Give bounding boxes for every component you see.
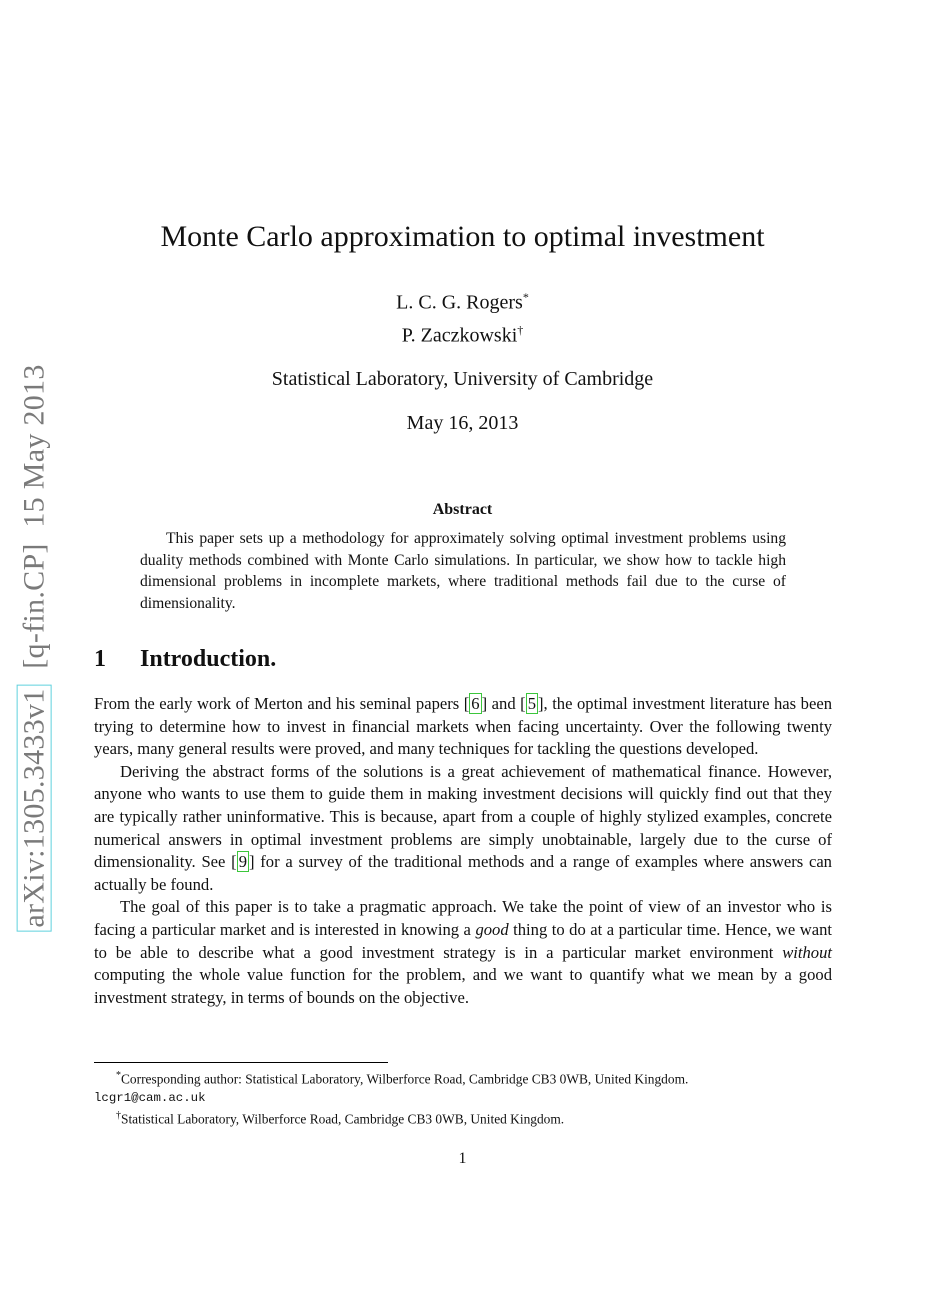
- page-number: 1: [458, 1150, 467, 1167]
- section-title: Introduction.: [140, 646, 277, 672]
- paragraph-text: The goal of this paper is to take a pragmatic approach. We take the point of view of an investor who is facing a particular market and is interested in knowing a: [94, 897, 832, 939]
- footnote-email[interactable]: lcgr1@cam.ac.uk: [94, 1091, 206, 1106]
- footnote-rule: [94, 1062, 388, 1063]
- footnote-1-mark: *: [116, 1070, 121, 1081]
- footnote-2-text: Statistical Laboratory, Wilberforce Road, Cambridge CB3 0WB, United Kingdom.: [121, 1111, 565, 1127]
- paragraph-text: for a survey of the traditional methods and a range of examples where answers can actually be found.: [94, 852, 832, 894]
- author-1-name: L. C. G. Rogers: [396, 291, 523, 314]
- emphasis-text: good: [475, 919, 509, 939]
- footnote-2: [94, 1107, 834, 1128]
- footnote-1: [94, 1067, 834, 1088]
- paragraph-text: computing the whole value function for the problem, and we want to quantify what we mean by a good investment strategy, in terms of bounds on the objective.: [94, 965, 832, 1007]
- author-2: [0, 317, 925, 350]
- citation-link[interactable]: 9: [238, 852, 247, 872]
- section-number: 1: [94, 646, 106, 672]
- citation-bracket[interactable]: [ 6 ]: [463, 694, 488, 713]
- arxiv-category: [q-fin.CP]: [18, 542, 52, 669]
- paper-date: May 16, 2013: [406, 412, 519, 434]
- citation-link[interactable]: 6: [471, 694, 480, 713]
- citation-link[interactable]: 5: [527, 694, 536, 713]
- section-heading: [94, 646, 276, 673]
- author-1-footnote-mark[interactable]: *: [522, 290, 529, 304]
- author-1: [0, 284, 925, 317]
- affiliation: Statistical Laboratory, University of Cambridge: [271, 368, 654, 390]
- footnote-1-text: Corresponding author: Statistical Laboratory, Wilberforce Road, Cambridge CB3 0WB, United Kingdom.: [121, 1071, 689, 1087]
- author-list: [0, 284, 925, 349]
- paragraph: [94, 761, 832, 897]
- paragraph: [94, 693, 832, 761]
- abstract-heading: Abstract: [432, 501, 493, 518]
- footnotes: [94, 1067, 834, 1129]
- arxiv-sidebar-stamp: [10, 360, 60, 935]
- section-body: [94, 693, 832, 1009]
- paragraph-text: and: [487, 694, 521, 713]
- citation-bracket[interactable]: [ 9 ]: [231, 852, 255, 872]
- citation-bracket[interactable]: [ 5 ]: [520, 694, 544, 713]
- arxiv-stamp-text: [18, 364, 52, 931]
- paragraph: [94, 896, 832, 1009]
- footnote-1-email-line: [94, 1088, 834, 1107]
- paragraph-text: From the early work of Merton and his seminal papers: [94, 694, 464, 713]
- author-2-footnote-mark[interactable]: †: [517, 322, 524, 337]
- arxiv-date: 15 May 2013: [18, 363, 52, 528]
- abstract-text: This paper sets up a methodology for approximately solving optimal investment problems using duality methods combined with Monte Carlo simulations. In particular, we show how to tackle high dimensional problems in incomplete markets, where traditional methods fail due to the curse of dimensionality.: [140, 530, 786, 612]
- arxiv-id-link[interactable]: arXiv:1305.3433v1: [17, 684, 52, 931]
- paragraph-text: thing to do at a particular time. Hence, we want to be able to describe what a good investment strategy is in a particular market environment: [94, 919, 832, 962]
- footnote-2-mark: †: [116, 1110, 121, 1122]
- paragraph-text: Deriving the abstract forms of the solutions is a great achievement of mathematical finance. However, anyone who wants to use them to guide them in making investment decisions will quickly find out that they are typically rather uninformative. This is because, apart from a couple of highly stylized examples, concrete numerical answers in optimal investment problems are simply unobtainable, largely due to the curse of dimensionality. See: [94, 761, 832, 872]
- author-2-name: P. Zaczkowski: [401, 324, 518, 347]
- paper-title: Monte Carlo approximation to optimal investment: [160, 220, 765, 253]
- paragraph-text: , the optimal investment literature has been trying to determine how to invest in financial markets when facing uncertainty. Over the following twenty years, many general results were proved, and many techniques for tackling the questions developed.: [94, 694, 832, 759]
- emphasis-text: without: [782, 942, 832, 962]
